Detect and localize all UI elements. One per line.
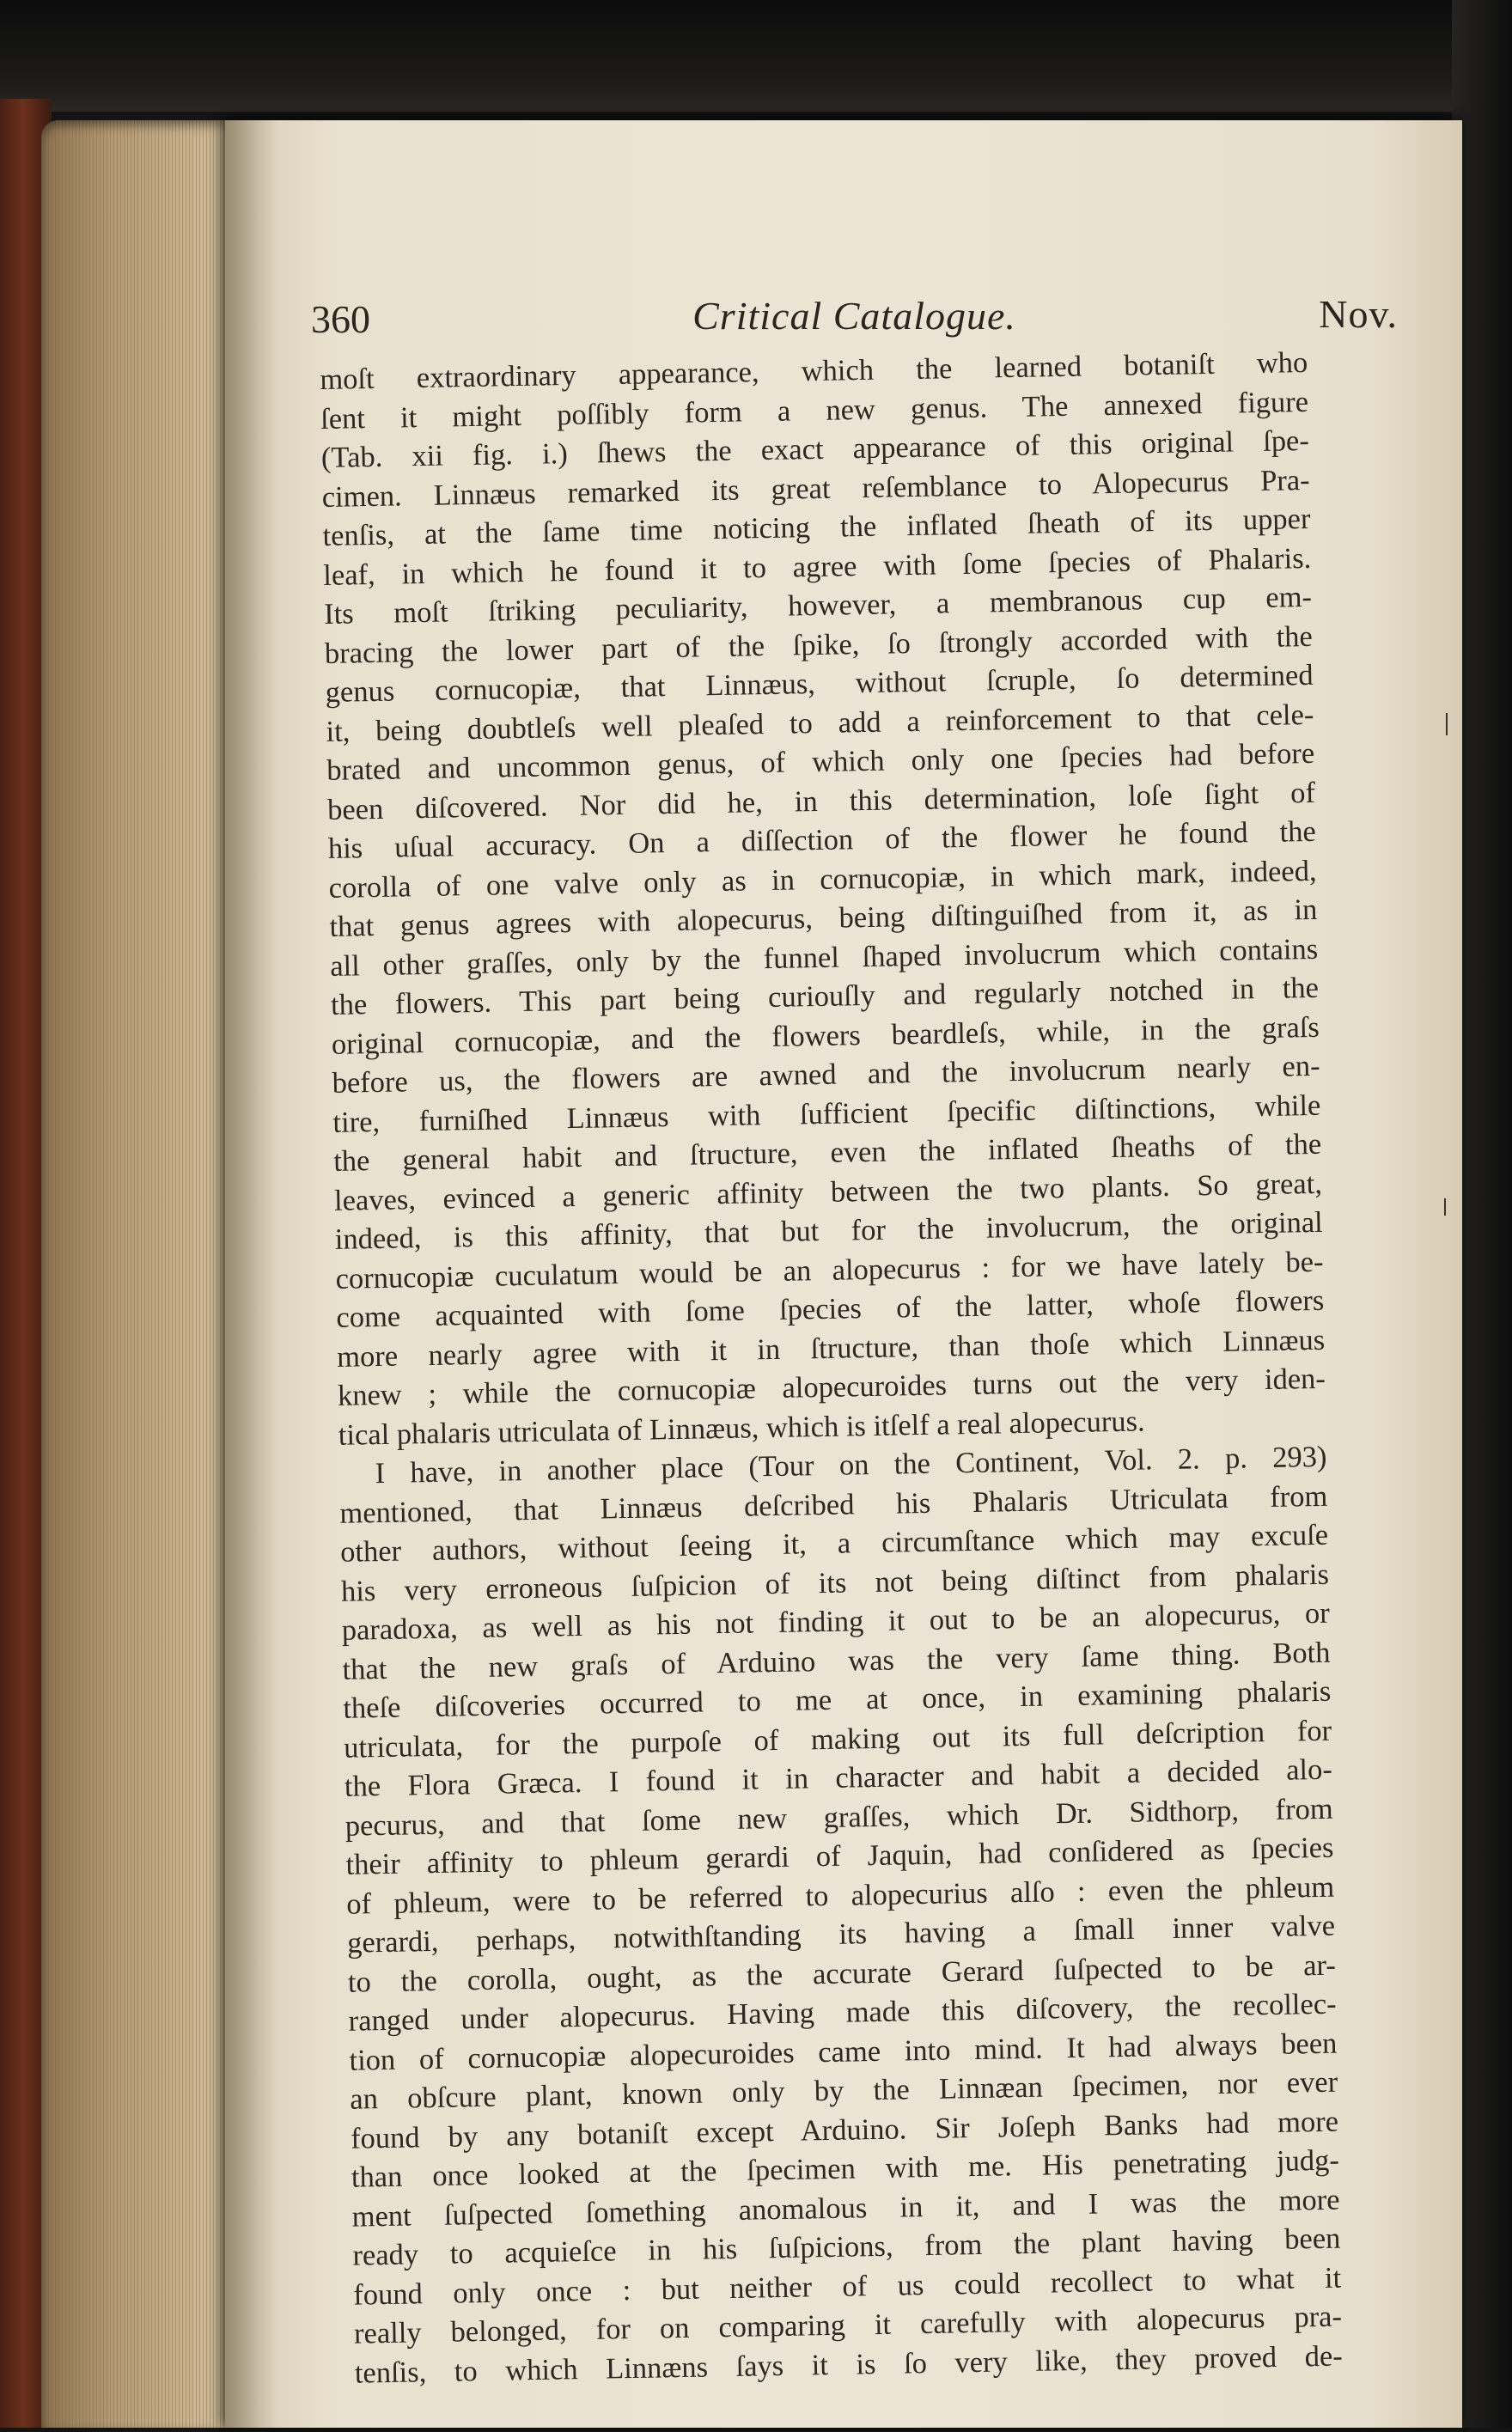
text-line: tion of cornucopiæ alopecuroides came into mind. It had always been <box>349 2027 1338 2077</box>
text-line: mentioned, that Linnæus deſcribed his Phalaris Utriculata from <box>339 1479 1328 1530</box>
text-line: really belonged, for on comparing it carefully with alopecurus pra- <box>353 2300 1343 2350</box>
text-line: more nearly agree with it in ſtructure, than thoſe which Linnæus <box>336 1323 1326 1374</box>
text-line: an obſcure plant, known only by the Linnæan ſpecimen, nor ever <box>349 2065 1338 2116</box>
text-line: before us, the flowers are awned and the involucrum nearly en- <box>332 1049 1320 1100</box>
margin-tick <box>1444 1198 1446 1216</box>
text-line: genus cornucopiæ, that Linnæus, without ſcruple, ſo determined <box>325 658 1314 709</box>
text-line: ready to acquieſce in his ſuſpicions, from the plant having been <box>352 2222 1341 2272</box>
text-line: utriculata, for the purpoſe of making out its full deſcription for <box>343 1714 1332 1765</box>
text-line: it, being doubtleſs well pleaſed to add a reinforcement to that cele- <box>326 698 1314 748</box>
text-line: cimen. Linnæus remarked its great reſemblance to Alopecurus Pra- <box>321 463 1310 514</box>
paragraph-start-line: I have, in another place (Tour on the Continent, Vol. 2. p. 293) <box>375 1440 1327 1490</box>
text-line: of phleum, were to be referred to alopecurius alſo : even the phleum <box>346 1870 1335 1921</box>
text-line: ranged under alopecurus. Having made this diſcovery, the recollec- <box>348 1987 1337 2038</box>
text-line: his very erroneous ſuſpicion of its not being diſtinct from phalaris <box>340 1557 1330 1608</box>
text-line: tire, furniſhed Linnæus with ſufficient ſpecific diſtinctions, while <box>332 1088 1321 1139</box>
text-line: tenſis, to which Linnæns ſays it is ſo very like, they proved de- <box>354 2339 1344 2390</box>
text-line: (Tab. xii fig. i.) ſhews the exact appearance of this original ſpe- <box>320 424 1310 474</box>
text-line: found only once : but neither of us could recollect to what it <box>352 2261 1342 2312</box>
text-line: his uſual accuracy. On a diſſection of the flower he found the <box>327 814 1317 865</box>
text-line: that genus agrees with alopecurus, being diſtinguiſhed from it, as in <box>329 893 1318 943</box>
gutter-shadow <box>225 120 277 2428</box>
text-line: ment ſuſpected ſomething anomalous in it, and I was the more <box>351 2183 1340 2234</box>
text-line: original cornucopiæ, and the flowers beardleſs, while, in the graſs <box>331 1010 1320 1061</box>
text-line: bracing the lower part of the ſpike, ſo ſtrongly accorded with the <box>324 619 1314 670</box>
book-page <box>225 120 1462 2428</box>
text-line: all other graſſes, only by the funnel ſhaped involucrum which contains <box>329 932 1319 983</box>
text-line: corolla of one valve only as in cornucopiæ, in which mark, indeed, <box>328 854 1317 905</box>
text-line: to the corolla, ought, as the accurate Gerard ſuſpected to be ar- <box>347 1948 1337 1999</box>
text-line: come acquainted with ſome ſpecies of the latter, whoſe flowers <box>336 1283 1325 1334</box>
text-line: theſe diſcoveries occurred to me at once, in examining phalaris <box>343 1674 1332 1725</box>
text-line: found by any botaniſt except Arduino. Sir Joſeph Banks had more <box>350 2105 1339 2155</box>
running-month: Nov. <box>1319 292 1398 336</box>
text-line: leaves, evinced a generic affinity between the two plants. So great, <box>333 1167 1323 1217</box>
text-line: brated and uncommon genus, of which only one ſpecies had before <box>326 736 1315 787</box>
text-line: that the new graſs of Arduino was the very ſame thing. Both <box>342 1636 1331 1686</box>
text-line: pecurus, and that ſome new graſſes, which Dr. Sidthorp, from <box>344 1792 1333 1843</box>
running-title: Critical Catalogue. <box>692 294 1016 338</box>
text-line: the Flora Græca. I found it in character and habit a decided alo- <box>344 1752 1333 1803</box>
text-line: ſent it might poſſibly form a new genus. The annexed figure <box>320 385 1309 436</box>
text-line: the general habit and ſtructure, even the inflated ſheaths of the <box>332 1127 1322 1178</box>
text-line: the flowers. This part being curiouſly and regularly notched in the <box>330 971 1320 1021</box>
text-line: their affinity to phleum gerardi of Jaquin, had conſidered as ſpecies <box>345 1831 1334 1881</box>
page-stack-edges <box>41 120 239 2428</box>
text-line: tical phalaris utriculata of Linnæus, which is itſelf a real alopecurus. <box>338 1404 1145 1452</box>
text-line: than once looked at the ſpecimen with me. His penetrating judg- <box>351 2143 1340 2194</box>
text-line: other authors, without ſeeing it, a circumſtance which may excuſe <box>339 1518 1329 1569</box>
margin-tick <box>1446 713 1448 735</box>
text-line: leaf, in which he found it to agree with ſome ſpecies of Phalaris. <box>323 541 1312 592</box>
page-number: 360 <box>311 297 370 341</box>
text-line: tenſis, at the ſame time noticing the inflated ſheath of its upper <box>322 502 1311 552</box>
text-line: indeed, is this affinity, that but for the involucrum, the original <box>334 1205 1324 1256</box>
text-line: knew ; while the cornucopiæ alopecuroides turns out the very iden- <box>337 1362 1326 1412</box>
text-line: paradoxa, as well as his not finding it out to be an alopecurus, or <box>341 1596 1330 1647</box>
dark-background-top <box>0 0 1512 112</box>
text-line: gerardi, perhaps, notwithſtanding its having a ſmall inner valve <box>346 1909 1336 1960</box>
text-line: moſt extraordinary appearance, which the learned botaniſt who <box>320 345 1308 396</box>
text-line: cornucopiæ cuculatum would be an alopecurus : for we have lately be- <box>335 1245 1324 1295</box>
text-line: been diſcovered. Nor did he, in this determination, loſe ſight of <box>326 776 1316 826</box>
text-line: Its moſt ſtriking peculiarity, however, a membranous cup em- <box>323 580 1313 631</box>
body-text <box>320 344 1344 2432</box>
